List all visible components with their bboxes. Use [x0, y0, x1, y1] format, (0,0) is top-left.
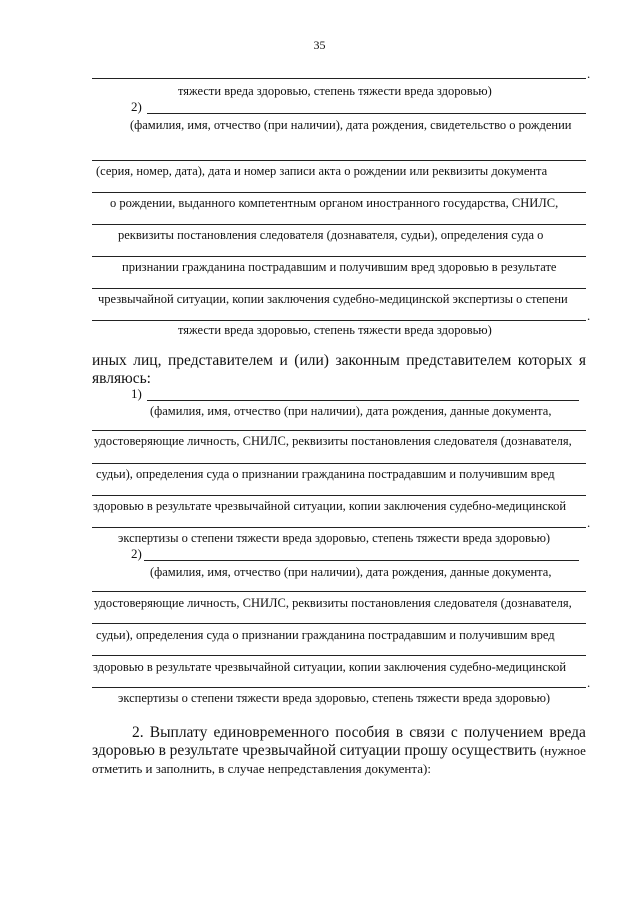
- paragraph-line: являюсь:: [92, 370, 151, 387]
- fill-line: [92, 591, 586, 592]
- word: и: [279, 352, 288, 369]
- word: представителем: [406, 352, 512, 369]
- field-caption: удостоверяющие личность, СНИЛС, реквизиты постановления следователя (дознавателя,: [94, 596, 572, 610]
- field-caption: судьи), определения суда о признании гражданина пострадавшим и получившим вред: [96, 628, 555, 642]
- word: вреда: [549, 724, 586, 741]
- field-caption: реквизиты постановления следователя (дознавателя, судьи), определения суда о: [118, 228, 544, 242]
- word: здоровью: [92, 742, 155, 759]
- justified-line: [92, 352, 586, 370]
- word: результате: [169, 742, 239, 759]
- fill-line: [92, 495, 586, 496]
- field-caption: здоровью в результате чрезвычайной ситуации, копии заключения судебно-медицинской: [93, 499, 567, 513]
- fill-line: [92, 463, 586, 464]
- justified-line: [92, 724, 586, 742]
- other-persons-paragraph: [92, 352, 586, 388]
- word: в: [395, 724, 404, 741]
- word: осуществить: [451, 742, 537, 759]
- fill-line: [92, 256, 586, 257]
- word: связи: [409, 724, 445, 741]
- word: (или): [294, 352, 329, 369]
- field-caption: тяжести вреда здоровью, степень тяжести вреда здоровью): [178, 323, 492, 337]
- field-caption: (фамилия, имя, отчество (при наличии), дата рождения, данные документа,: [150, 404, 552, 418]
- field-caption: тяжести вреда здоровью, степень тяжести вреда здоровью): [178, 84, 492, 98]
- line-end-period: .: [587, 515, 591, 530]
- fill-line: [147, 113, 586, 114]
- fill-line: [92, 623, 586, 624]
- line-end-period: .: [587, 308, 591, 323]
- fill-line: [92, 160, 586, 161]
- word: законным: [335, 352, 400, 369]
- word: иных: [92, 352, 127, 369]
- word: Выплату: [149, 724, 208, 741]
- field-caption: здоровью в результате чрезвычайной ситуации, копии заключения судебно-медицинской: [93, 660, 567, 674]
- fill-line: [92, 655, 586, 656]
- word: чрезвычайной: [242, 742, 336, 759]
- field-caption: признании гражданина пострадавшим и получившим вред здоровью в результате: [122, 260, 557, 274]
- payment-paragraph: [92, 724, 586, 778]
- line-end-period: .: [587, 66, 591, 81]
- word: пособия: [335, 724, 390, 741]
- field-caption: (фамилия, имя, отчество (при наличии), дата рождения, данные документа,: [150, 565, 552, 579]
- fill-line: [144, 560, 579, 561]
- word: ситуации: [339, 742, 401, 759]
- word: получением: [463, 724, 544, 741]
- field-caption: (фамилия, имя, отчество (при наличии), дата рождения, свидетельство о рождении: [130, 118, 572, 132]
- field-caption: чрезвычайной ситуации, копии заключения судебно-медицинской экспертизы о степени: [98, 292, 568, 306]
- item-number: 1): [131, 386, 142, 401]
- field-caption: судьи), определения суда о признании гражданина пострадавшим и получившим вред: [96, 467, 555, 481]
- word: 2.: [132, 724, 144, 741]
- line-end-period: .: [587, 675, 591, 690]
- paragraph-line: [92, 760, 586, 778]
- fill-line: [92, 224, 586, 225]
- word: с: [450, 724, 458, 741]
- word: (нужное: [539, 743, 586, 758]
- word: представителем: [167, 352, 273, 369]
- fill-line: [147, 400, 579, 401]
- fill-line: [92, 320, 586, 321]
- fill-line: [92, 527, 586, 528]
- word: которых: [517, 352, 573, 369]
- field-caption: экспертизы о степени тяжести вреда здоровью, степень тяжести вреда здоровью): [118, 691, 551, 705]
- fill-line: [92, 687, 586, 688]
- justified-line: [92, 742, 586, 760]
- field-caption: о рождении, выданного компетентным органом иностранного государства, СНИЛС,: [110, 196, 559, 210]
- field-caption: экспертизы о степени тяжести вреда здоровью, степень тяжести вреда здоровью): [118, 531, 551, 545]
- fill-line: [92, 288, 586, 289]
- item-number: 2): [131, 546, 142, 561]
- item-number: 2): [131, 99, 142, 114]
- fill-line: [92, 192, 586, 193]
- word: единовременного: [213, 724, 330, 741]
- fill-line: [92, 78, 586, 79]
- word: лиц,: [133, 352, 162, 369]
- page-number: 35: [313, 38, 326, 52]
- field-caption: удостоверяющие личность, СНИЛС, реквизиты постановления следователя (дознавателя,: [94, 434, 572, 448]
- fill-line: [92, 430, 586, 431]
- word: прошу: [404, 742, 448, 759]
- field-caption: (серия, номер, дата), дата и номер записи акта о рождении или реквизиты документа: [96, 164, 548, 178]
- word: я: [578, 352, 586, 369]
- paragraph-note: отметить и заполнить, в случае непредставления документа):: [92, 761, 431, 776]
- word: в: [158, 742, 166, 759]
